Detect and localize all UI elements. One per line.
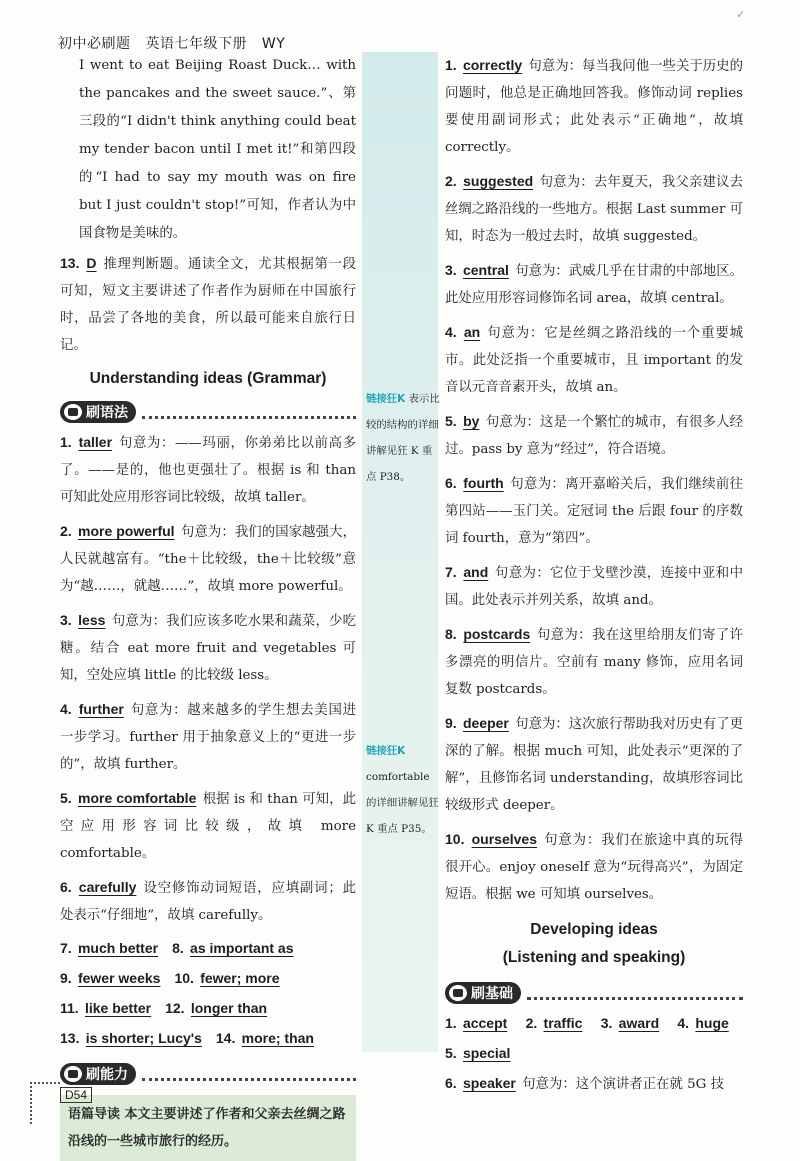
- basics-row-6: 6. speaker 句意为：这个演讲者正在就 5G 技: [445, 1075, 724, 1092]
- answer: more powerful: [78, 523, 175, 539]
- answer: fourth: [463, 475, 504, 491]
- answer: postcards: [463, 626, 531, 642]
- ability-badge: 刷能力: [60, 1063, 136, 1085]
- answer: an: [463, 324, 481, 340]
- header-edition: WY: [261, 36, 286, 52]
- answer: carefully: [78, 879, 137, 895]
- listening-speaking-subtitle: (Listening and speaking): [502, 949, 686, 966]
- grammar-item-2: 2. more powerful 句意为：我们的国家越强大，人民就越富有。“the＋比较级，the＋比较级”意为“越……，就越……”，故填 more powerful。: [60, 523, 356, 594]
- answer-13: D: [86, 255, 97, 271]
- side-notes-strip: [362, 52, 438, 1052]
- side-note-2-link[interactable]: 链接狂K: [366, 745, 406, 757]
- header-subject: 英语七年级下册: [145, 36, 247, 52]
- grammar-item-6: 6. carefully 设空修饰动词短语，应填副词；此处表示“仔细地”，故填 carefully。: [60, 879, 356, 923]
- side-note-2-text: comfortable 的详细讲解见狂 K 重点 P35。: [366, 771, 439, 835]
- ability-badge-row: [60, 1061, 356, 1087]
- grammar-section-title: Understanding ideas (Grammar): [89, 370, 327, 387]
- explanation: 根据 is 和 than 可知，此空应用形容词比较级，故填 more comfortable。: [60, 792, 356, 861]
- answer: by: [463, 413, 480, 429]
- pen-icon: [64, 1066, 82, 1082]
- right-item-6: 6. fourth 句意为：离开嘉峪关后，我们继续前往第四站——玉门关。定冠词 the 后跟 four 的序数词 fourth，意为“第四”。: [445, 475, 743, 546]
- corner-mark: ✓: [736, 8, 746, 21]
- explanation: 句意为：我在这里给朋友们寄了许多漂亮的明信片。空前有 many 修饰，应用名词复数 postcards。: [445, 628, 743, 697]
- reading-guide-box: 语篇导读 本文主要讲述了作者和父亲去丝绸之路沿线的一些城市旅行的经历。: [60, 1095, 356, 1161]
- right-item-2: 2. suggested 句意为：去年夏天，我父亲建议去丝绸之路沿线的一些地方。根据 Last summer 可知，时态为一般过去时，故填 suggested。: [445, 173, 744, 244]
- side-note-1-text: 表示比较的结构的详细讲解见狂 K 重点 P38。: [366, 393, 440, 483]
- dotted-divider: [527, 987, 743, 1000]
- pen-icon: [64, 404, 82, 420]
- explanation: 句意为：武威几乎在甘肃的中部地区。此处应用形容词修饰名词 area，故填 central。: [445, 264, 744, 306]
- explanation: 设空修饰动词短语，应填副词；此处表示“仔细地”，故填 carefully。: [60, 881, 356, 923]
- pen-icon: [449, 985, 467, 1001]
- explanation: 句意为：它是丝绸之路沿线的一个重要城市。此处泛指一个重要城市，且 important 的发音以元音音素开头，故填 an。: [445, 326, 743, 395]
- basics-badge: 刷基础: [445, 982, 521, 1004]
- explanation-13: 推理判断题。通读全文，尤其根据第一段可知，短文主要讲述了作者作为厨师在中国旅行时，品尝了各地的美食，所以最可能来自旅行日记。: [60, 257, 356, 353]
- answer: suggested: [463, 173, 534, 189]
- explanation: 句意为：越来越多的学生想去美国进一步学习。further 用于抽象意义上的“更进一步的”，故填 further。: [60, 703, 357, 772]
- basics-row-1: 1. accept 2. traffic 3. award 4. huge: [445, 1015, 729, 1031]
- answer-pair-row: 7. much better 8. as important as: [60, 940, 294, 956]
- grammar-item-3: 3. less 句意为：我们应该多吃水果和蔬菜，少吃糖。结合 eat more fruit and vegetables 可知，空处应填 little 的比较级 less。: [60, 612, 357, 683]
- basics-row-5: 5. special: [445, 1045, 511, 1061]
- answer: ourselves: [471, 831, 537, 847]
- grammar-badge-row: [60, 399, 356, 425]
- explanation: 句意为：这个演讲者正在就 5G 技: [522, 1077, 724, 1092]
- grammar-item-5: 5. more comfortable 根据 is 和 than 可知，此空应用形容词比较级，故填 more comfortable。: [60, 790, 356, 861]
- basics-badge-row: [445, 980, 743, 1006]
- answer: deeper: [462, 715, 509, 731]
- side-note-2: [366, 738, 440, 842]
- answer: further: [78, 701, 124, 717]
- top-paragraph: I went to eat Beijing Roast Duck… with the pancakes and the sweet sauce.”、第三段的“I didn't think anything could beat my tender bacon until I met it!”和第四段的“I had to say my mouth was on fire but I just couldn't stop!”可知，作者认为中国食物是美味的。: [79, 58, 356, 241]
- right-item-3: 3. central 句意为：武威几乎在甘肃的中部地区。此处应用形容词修饰名词 area，故填 central。: [445, 262, 744, 306]
- developing-ideas-title: Developing ideas: [530, 921, 658, 938]
- dotted-divider: [142, 1068, 356, 1081]
- explanation: 句意为：这次旅行帮助我对历史有了更深的了解。根据 much 可知，此处表示“更深的了解”，且修饰名词 understanding，故填形容词比较级形式 deeper。: [445, 717, 744, 813]
- explanation: 句意为：去年夏天，我父亲建议去丝绸之路沿线的一些地方。根据 Last summer 可知，时态为一般过去时，故填 suggested。: [445, 175, 744, 244]
- explanation: 句意为：——玛丽，你弟弟比以前高多了。——是的，他也更强壮了。根据 is 和 than 可知此处应用形容词比较级，故填 taller。: [60, 436, 356, 505]
- answer-pair-row: 13. is shorter; Lucy's 14. more; than: [60, 1030, 314, 1046]
- answer: central: [462, 262, 509, 278]
- explanation: 句意为：这是一个繁忙的城市，有很多人经过。pass by 意为“经过”，符合语境。: [445, 415, 744, 457]
- explanation: 句意为：我们在旅途中真的玩得很开心。enjoy oneself 意为“玩得高兴”，为固定短语。根据 we 可知填 ourselves。: [445, 833, 743, 902]
- right-item-4: 4. an 句意为：它是丝绸之路沿线的一个重要城市。此处泛指一个重要城市，且 important 的发音以元音音素开头，故填 an。: [445, 324, 743, 395]
- explanation: 句意为：我们应该多吃水果和蔬菜，少吃糖。结合 eat more fruit and vegetables 可知，空处应填 little 的比较级 less。: [60, 614, 357, 683]
- dotted-divider: [142, 406, 356, 419]
- answer: more comfortable: [78, 790, 197, 806]
- page-number: D54: [60, 1087, 92, 1103]
- right-item-7: 7. and 句意为：它位于戈壁沙漠，连接中亚和中国。此处表示并列关系，故填 and。: [445, 564, 743, 608]
- item-13-reading: 13. D 推理判断题。通读全文，尤其根据第一段可知，短文主要讲述了作者作为厨师在中国旅行时，品尝了各地的美食，所以最可能来自旅行日记。: [60, 255, 356, 353]
- answer: taller: [78, 434, 113, 450]
- right-item-1: 1. correctly 句意为：每当我问他一些关于历史的问题时，他总是正确地回答我。修饰动词 replies 要使用副词形式；此处表示“正确地”，故填 correctly。: [445, 57, 743, 155]
- answer: and: [463, 564, 489, 580]
- right-column: [445, 52, 743, 1098]
- answer-pair-row: 9. fewer weeks 10. fewer; more: [60, 970, 280, 986]
- right-item-5: 5. by 句意为：这是一个繁忙的城市，有很多人经过。pass by 意为“经过”，符合语境。: [445, 413, 744, 457]
- explanation: 句意为：它位于戈壁沙漠，连接中亚和中国。此处表示并列关系，故填 and。: [445, 566, 743, 608]
- answer: correctly: [462, 57, 523, 73]
- explanation: 句意为：每当我问他一些关于历史的问题时，他总是正确地回答我。修饰动词 replies 要使用副词形式；此处表示“正确地”，故填 correctly。: [445, 59, 743, 155]
- page-header: [58, 33, 295, 53]
- side-note-1-link[interactable]: 链接狂K: [366, 393, 406, 405]
- grammar-item-4: 4. further 句意为：越来越多的学生想去美国进一步学习。further 用于抽象意义上的“更进一步的”，故填 further。: [60, 701, 357, 772]
- grammar-badge: 刷语法: [60, 401, 136, 423]
- page-corner-decoration: [30, 1082, 60, 1124]
- right-item-10: 10. ourselves 句意为：我们在旅途中真的玩得很开心。enjoy oneself 意为“玩得高兴”，为固定短语。根据 we 可知填 ourselves。: [445, 831, 743, 902]
- answer: less: [78, 612, 106, 628]
- header-book: 初中必刷题: [58, 36, 131, 52]
- left-column: [60, 52, 356, 1161]
- grammar-item-1: 1. taller 句意为：——玛丽，你弟弟比以前高多了。——是的，他也更强壮了。根据 is 和 than 可知此处应用形容词比较级，故填 taller。: [60, 434, 356, 505]
- explanation: 句意为：离开嘉峪关后，我们继续前往第四站——玉门关。定冠词 the 后跟 four 的序数词 fourth，意为“第四”。: [445, 477, 743, 546]
- right-item-9: 9. deeper 句意为：这次旅行帮助我对历史有了更深的了解。根据 much 可知，此处表示“更深的了解”，且修饰名词 understanding，故填形容词比较级形式 deeper。: [445, 715, 744, 813]
- explanation: 句意为：我们的国家越强大，人民就越富有。“the＋比较级，the＋比较级”意为“越……，就越……”，故填 more powerful。: [60, 525, 356, 594]
- right-item-8: 8. postcards 句意为：我在这里给朋友们寄了许多漂亮的明信片。空前有 many 修饰，应用名词复数 postcards。: [445, 626, 743, 697]
- answer-pair-row: 11. like better 12. longer than: [60, 1000, 268, 1016]
- side-note-1: [366, 386, 440, 490]
